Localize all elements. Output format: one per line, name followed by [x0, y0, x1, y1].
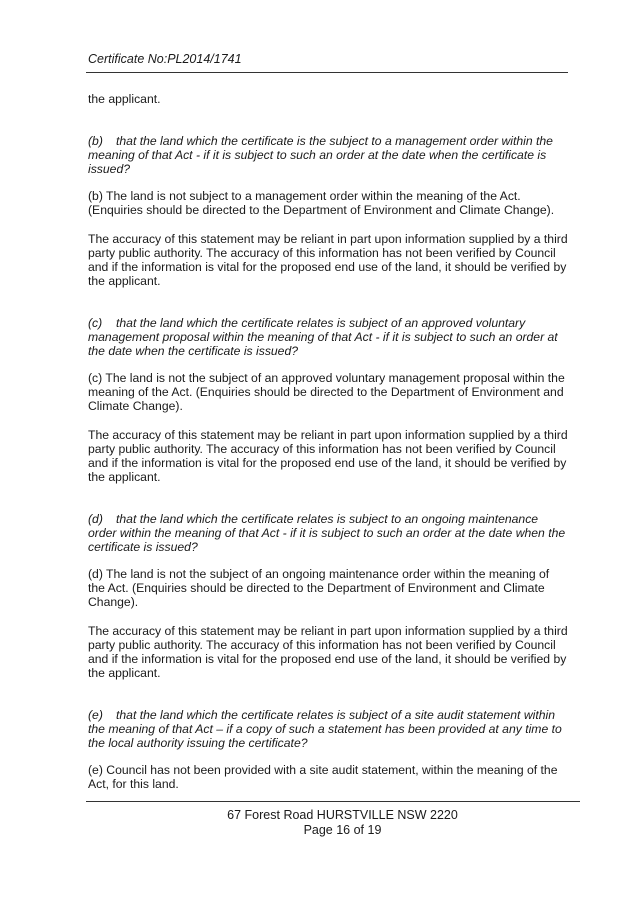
question-d	[88, 512, 568, 554]
answer-e: (e) Council has not been provided with a site audit statement, within the meaning of the Act, for this land.	[88, 763, 558, 791]
question-b	[88, 134, 568, 176]
header-divider	[86, 72, 568, 73]
answer-c: (c) The land is not the subject of an approved voluntary management proposal within the meaning of the Act. (Enquiries should be directed to the Department of Environment and Climate Change).	[88, 371, 565, 413]
question-c-text: that the land which the certificate relates is subject of an approved voluntary management proposal within the meaning of that Act - if it is subject to such an order at the date when the certificate is issued?	[88, 316, 558, 358]
certificate-number: Certificate No:PL2014/1741	[88, 52, 242, 66]
page-number: Page 16 of 19	[303, 823, 382, 837]
answer-d: (d) The land is not the subject of an ongoing maintenance order within the meaning of the Act. (Enquiries should be directed to the Department of Environment and Climate Change).	[88, 567, 550, 609]
question-c-label: (c)	[88, 316, 103, 330]
question-b-label: (b)	[88, 134, 103, 148]
question-e	[88, 708, 568, 750]
question-e-label: (e)	[88, 708, 103, 722]
note-b: The accuracy of this statement may be reliant in part upon information supplied by a third party public authority. The accuracy of this information has not been verified by Council and if the information is vital for the proposed end use of the land, it should be verified by the applicant.	[88, 232, 568, 288]
question-d-text: that the land which the certificate relates is subject to an ongoing maintenance order within the meaning of that Act - if it is subject to such an order at the date when the certificate is issued?	[88, 512, 566, 554]
question-e-text: that the land which the certificate relates is subject of a site audit statement within the meaning of that Act – if a copy of such a statement has been provided at any time to the local authority issuing the certificate?	[88, 708, 562, 750]
council-address: 67 Forest Road HURSTVILLE NSW 2220	[227, 808, 458, 822]
continued-text: the applicant.	[88, 92, 161, 106]
question-c	[88, 316, 568, 358]
note-d: The accuracy of this statement may be reliant in part upon information supplied by a third party public authority. The accuracy of this information has not been verified by Council and if the information is vital for the proposed end use of the land, it should be verified by the applicant.	[88, 624, 568, 680]
question-d-label: (d)	[88, 512, 103, 526]
question-b-text: that the land which the certificate is the subject to a management order within the meaning of that Act - if it is subject to such an order at the date when the certificate is issued?	[88, 134, 553, 176]
footer-divider	[86, 801, 580, 802]
document-body	[88, 92, 568, 791]
note-c: The accuracy of this statement may be reliant in part upon information supplied by a third party public authority. The accuracy of this information has not been verified by Council and if the information is vital for the proposed end use of the land, it should be verified by the applicant.	[88, 428, 568, 484]
answer-b: (b) The land is not subject to a management order within the meaning of the Act. (Enquiries should be directed to the Department of Environment and Climate Change).	[88, 189, 555, 217]
page-footer	[0, 808, 637, 838]
